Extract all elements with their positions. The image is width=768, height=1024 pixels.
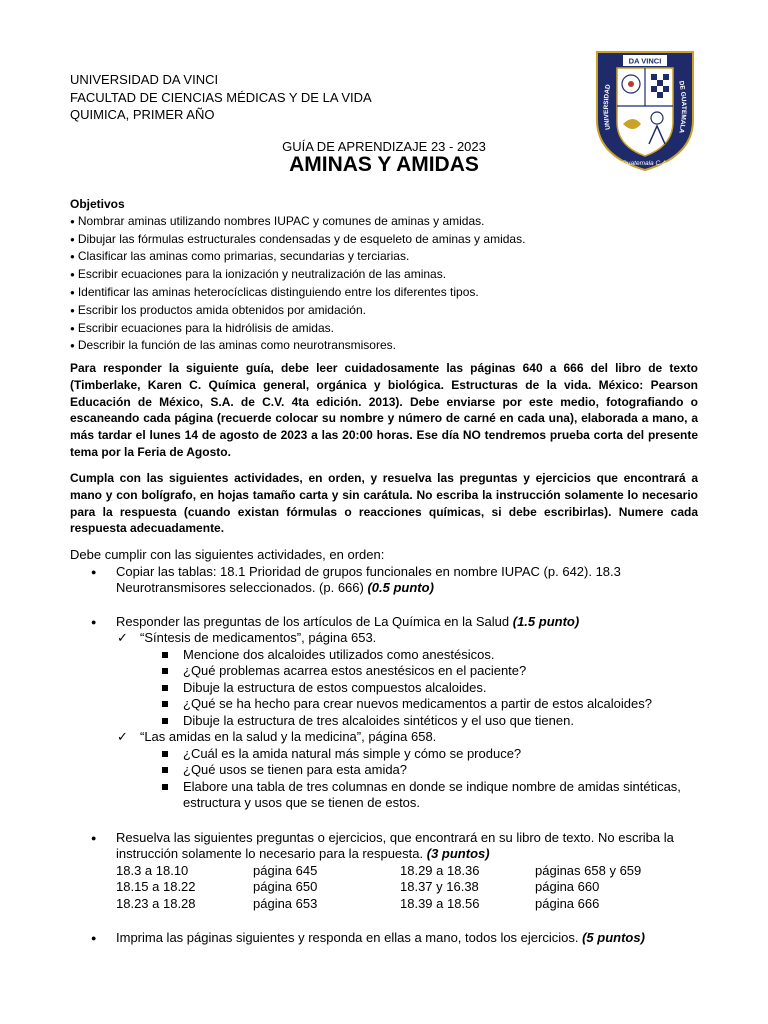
table-cell: 18.37 y 16.38: [400, 879, 479, 894]
question-item: Mencione dos alcaloides utilizados como anestésicos.: [70, 647, 710, 664]
activity-text: Copiar las tablas: 18.1 Prioridad de grupos funcionales en nombre IUPAC (p. 642). 18.3 Neurotransmisores seleccionados. (p. 666): [116, 563, 621, 595]
objective-item: ● Dibujar las fórmulas estructurales condensadas y de esqueleto de aminas y amidas.: [70, 231, 710, 249]
table-cell: página 645: [253, 862, 318, 878]
table-cell: 18.3 a 18.10: [116, 862, 189, 878]
objectives-section: [70, 196, 710, 355]
question-item: Dibuje la estructura de estos compuestos alcaloides.: [70, 680, 710, 697]
table-cell: 18.23 a 18.28: [116, 895, 196, 911]
table-cell: páginas 658 y 659: [535, 862, 642, 878]
article-item: ✓ “Las amidas en la salud y la medicina”, página 658.: [117, 729, 437, 744]
activity-text: Resuelva las siguientes preguntas o ejercicios, que encontrará en su libro de texto. No escriba la instrucción solamente lo necesario para la respuesta.: [116, 829, 674, 861]
table-cell: 18.15 a 18.22: [116, 879, 196, 894]
table-cell: página 653: [253, 895, 318, 911]
objective-item: ● Escribir los productos amida obtenidos por amidación.: [70, 302, 710, 320]
university-name: UNIVERSIDAD DA VINCI: [70, 72, 219, 87]
seal-top-text: DA VINCI: [628, 56, 662, 66]
seal-right-text: DE GUATEMALA: [677, 80, 688, 134]
square-bullet-icon: [162, 767, 168, 773]
bullet-icon: ●: [91, 616, 97, 627]
activity-print-pages: [70, 930, 710, 947]
table-row: [116, 863, 641, 880]
question-item: ¿Qué problemas acarrea estos anestésicos en el paciente?: [70, 663, 710, 680]
table-cell: página 650: [253, 879, 318, 894]
seal-bottom-text: Guatemala C.A.: [621, 160, 669, 167]
activity-instructions-paragraph: Cumpla con las siguientes actividades, en orden, y resuelva las preguntas y ejercicios que encontrará a mano y con bolígrafo, en hojas tamaño carta y sin carátula. No escriba la instrucción solamente lo necesario para la respuesta (cuando existan fórmulas o reacciones químicas, si debe escribirlas). Numere cada respuesta adecuadamente.: [70, 471, 698, 536]
objective-item: ● Escribir ecuaciones para la ionización y neutralización de las aminas.: [70, 266, 710, 284]
objective-item: ● Nombrar aminas utilizando nombres IUPAC y comunes de aminas y amidas.: [70, 213, 710, 231]
document-header: [70, 71, 372, 124]
activity-textbook-exercises: [70, 830, 710, 863]
activity-points: (1.5 punto): [512, 613, 580, 629]
objective-item: ● Escribir ecuaciones para la hidrólisis de amidas.: [70, 320, 710, 338]
activities-intro: Debe cumplir con las siguientes actividades, en orden:: [70, 547, 385, 562]
guide-subtitle: GUÍA DE APRENDIZAJE 23 - 2023: [282, 139, 486, 154]
square-bullet-icon: [162, 668, 168, 674]
checkmark-icon: ✓: [117, 729, 128, 744]
question-item: ¿Qué usos se tienen para esta amida?: [70, 762, 710, 779]
faculty-name: FACULTAD DE CIENCIAS MÉDICAS Y DE LA VIDA: [70, 89, 372, 105]
checkmark-icon: ✓: [117, 630, 128, 645]
activity-health-articles: [70, 614, 710, 631]
activity-text: Responder las preguntas de los artículos de La Química en la Salud: [116, 613, 510, 629]
article-item: ✓ “Síntesis de medicamentos”, página 653.: [117, 630, 377, 645]
table-row: [116, 896, 641, 913]
activity-points: (5 puntos): [582, 930, 645, 945]
square-bullet-icon: [162, 701, 168, 707]
activity-copy-tables: [70, 564, 710, 597]
bullet-icon: ●: [91, 832, 97, 843]
square-bullet-icon: [162, 652, 168, 658]
activity-points: (0.5 punto): [367, 580, 434, 595]
question-item: Dibuje la estructura de tres alcaloides sintéticos y el uso que tienen.: [70, 713, 710, 730]
activity-text: Imprima las páginas siguientes y responda en ellas a mano, todos los ejercicios.: [116, 930, 579, 945]
course-name: QUIMICA, PRIMER AÑO: [70, 107, 215, 122]
bullet-icon: ●: [91, 933, 97, 943]
table-row: [116, 879, 641, 896]
objectives-heading: Objetivos: [70, 197, 125, 211]
square-bullet-icon: [162, 784, 168, 790]
question-item: Elabore una tabla de tres columnas en donde se indique nombre de amidas sintéticas, estructura y usos que se tienen de estos.: [70, 779, 710, 812]
table-cell: 18.29 a 18.36: [400, 862, 480, 878]
square-bullet-icon: [162, 718, 168, 724]
square-bullet-icon: [162, 751, 168, 757]
table-cell: 18.39 a 18.56: [400, 895, 480, 911]
seal-left-text: UNIVERSIDAD: [602, 83, 613, 131]
activity-points: (3 puntos): [426, 846, 490, 861]
objective-item: ● Describir la función de las aminas como neurotransmisores.: [70, 337, 710, 355]
exercises-table: [116, 863, 641, 913]
question-item: ¿Qué se ha hecho para crear nuevos medicamentos a partir de estos alcaloides?: [70, 696, 710, 713]
square-bullet-icon: [162, 685, 168, 691]
objective-item: ● Identificar las aminas heterocíclicas distinguiendo entre los diferentes tipos.: [70, 284, 710, 302]
objective-item: ● Clasificar las aminas como primarias, secundarias y terciarias.: [70, 248, 710, 266]
question-item: ¿Cuál es la amida natural más simple y cómo se produce?: [70, 746, 710, 763]
objectives-list: [70, 213, 710, 355]
guide-title: AMINAS Y AMIDAS: [289, 153, 479, 176]
activities-section: [70, 547, 710, 947]
table-cell: página 660: [535, 879, 600, 894]
bullet-icon: ●: [91, 566, 97, 577]
reading-instructions-paragraph: Para responder la siguiente guía, debe leer cuidadosamente las páginas 640 a 666 del libro de texto (Timberlake, Karen C. Química general, orgánica y biológica. Estructuras de la vida. México: Pearson Educación de México, S.A. de C.V. 4ta edición. 2013). Debe enviarse por este medio, fotografiando o escaneando cada página (recuerde colocar su nombre y número de carné en cada una), elaborada a mano, a más tardar el lunes 14 de agosto de 2023 a las 20:00 horas. Ese día NO tendremos prueba corta del presente tema por la Feria de Agosto.: [70, 361, 698, 459]
table-cell: página 666: [535, 895, 600, 911]
